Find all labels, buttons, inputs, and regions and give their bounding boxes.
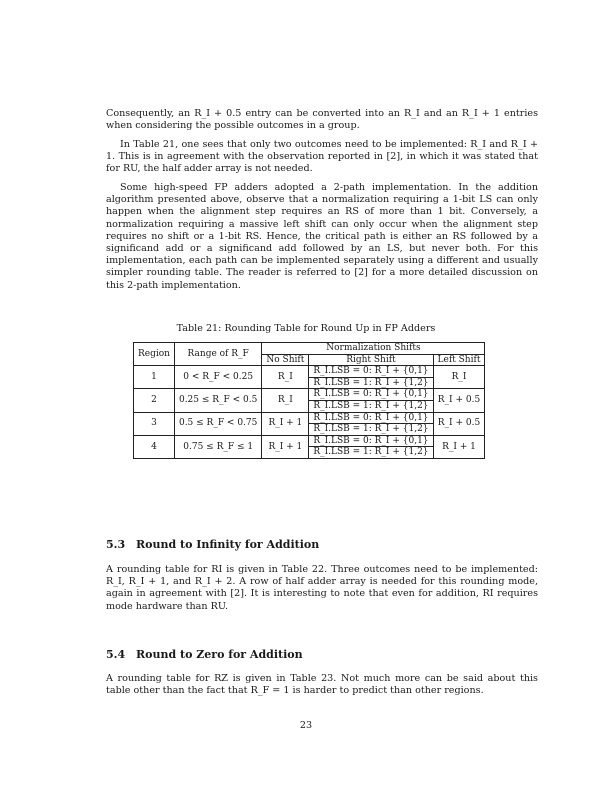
paragraph-3: Some high-speed FP adders adopted a 2-path implementation. In the addition algorithm presented above, observe that a normalization requiring a 1-bit LS can only happen when the alignment step requires an RS of more than 1 bit. Conversely, a normalization requiring a massive left shift can only occur when the alignment step requires no shift or a 1-bit RS. Hence, the critical path is either an RS followed by a significand add or a significand add followed by an LS, but never both. For this implementation, each path can be implemented separately using a different and usually simpler rounding table. The reader is referred to [2] for a more detailed discussion on this 2-path implementation. bbox=[106, 182, 538, 291]
table-row bbox=[134, 389, 485, 401]
cell-right-shift-lsb0: R_I.LSB = 0: R_I + {0,1} bbox=[309, 389, 433, 401]
rounding-table bbox=[133, 342, 485, 459]
cell-left-shift: R_I + 0.5 bbox=[433, 412, 485, 435]
cell-right-shift-lsb1: R_I.LSB = 1: R_I + {1,2} bbox=[309, 447, 433, 459]
cell-right-shift-lsb1: R_I.LSB = 1: R_I + {1,2} bbox=[309, 424, 433, 436]
cell-left-shift: R_I + 0.5 bbox=[433, 389, 485, 412]
paragraph-1: Consequently, an R_I + 0.5 entry can be converted into an R_I and an R_I + 1 entries when considering the possible outcomes in a group. bbox=[106, 108, 538, 132]
header-range: Range of R_F bbox=[174, 343, 261, 366]
section-number: 5.4 bbox=[106, 648, 126, 661]
cell-left-shift: R_I bbox=[433, 366, 485, 389]
table-row bbox=[134, 412, 485, 424]
header-region: Region bbox=[134, 343, 175, 366]
section-number: 5.3 bbox=[106, 538, 126, 551]
section-5-3-body: A rounding table for RI is given in Table 22. Three outcomes need to be implemented: R_I, R_I + 1, and R_I + 2. A row of half adder array is needed for this rounding mode, again in agreement with [2]. It is interesting to note that even for addition, RI requires mode hardware than RU. bbox=[106, 564, 538, 612]
cell-no-shift: R_I + 1 bbox=[262, 412, 309, 435]
cell-region: 4 bbox=[134, 435, 175, 458]
cell-right-shift-lsb0: R_I.LSB = 0: R_I + {0,1} bbox=[309, 366, 433, 378]
cell-range: 0.5 ≤ R_F < 0.75 bbox=[174, 412, 261, 435]
table-body bbox=[134, 366, 485, 459]
table-row bbox=[134, 366, 485, 378]
cell-no-shift: R_I + 1 bbox=[262, 435, 309, 458]
cell-left-shift: R_I + 1 bbox=[433, 435, 485, 458]
table-caption: Table 21: Rounding Table for Round Up in FP Adders bbox=[176, 323, 436, 334]
cell-no-shift: R_I bbox=[262, 389, 309, 412]
cell-right-shift-lsb1: R_I.LSB = 1: R_I + {1,2} bbox=[309, 400, 433, 412]
cell-no-shift: R_I bbox=[262, 366, 309, 389]
section-heading-5-4 bbox=[106, 648, 303, 661]
cell-right-shift-lsb0: R_I.LSB = 0: R_I + {0,1} bbox=[309, 412, 433, 424]
cell-right-shift-lsb1: R_I.LSB = 1: R_I + {1,2} bbox=[309, 377, 433, 389]
section-5-4-body: A rounding table for RZ is given in Table 23. Not much more can be said about this table other than the fact that R_F = 1 is harder to predict than other regions. bbox=[106, 673, 538, 697]
cell-range: 0.75 ≤ R_F ≤ 1 bbox=[174, 435, 261, 458]
section-title: Round to Infinity for Addition bbox=[136, 538, 320, 551]
section-heading-5-3 bbox=[106, 538, 319, 551]
header-normalization-shifts: Normalization Shifts bbox=[262, 343, 485, 355]
cell-range: 0.25 ≤ R_F < 0.5 bbox=[174, 389, 261, 412]
table-header-row bbox=[134, 343, 485, 355]
cell-range: 0 < R_F < 0.25 bbox=[174, 366, 261, 389]
paragraph-2: In Table 21, one sees that only two outcomes need to be implemented: R_I and R_I + 1. This is in agreement with the observation reported in [2], in which it was stated that for RU, the half adder array is not needed. bbox=[106, 139, 538, 175]
header-right-shift: Right Shift bbox=[309, 354, 433, 366]
cell-region: 3 bbox=[134, 412, 175, 435]
cell-region: 1 bbox=[134, 366, 175, 389]
page-number: 23 bbox=[299, 720, 313, 731]
header-no-shift: No Shift bbox=[262, 354, 309, 366]
cell-right-shift-lsb0: R_I.LSB = 0: R_I + {0,1} bbox=[309, 435, 433, 447]
table-row bbox=[134, 435, 485, 447]
header-left-shift: Left Shift bbox=[433, 354, 485, 366]
section-title: Round to Zero for Addition bbox=[136, 648, 303, 661]
cell-region: 2 bbox=[134, 389, 175, 412]
